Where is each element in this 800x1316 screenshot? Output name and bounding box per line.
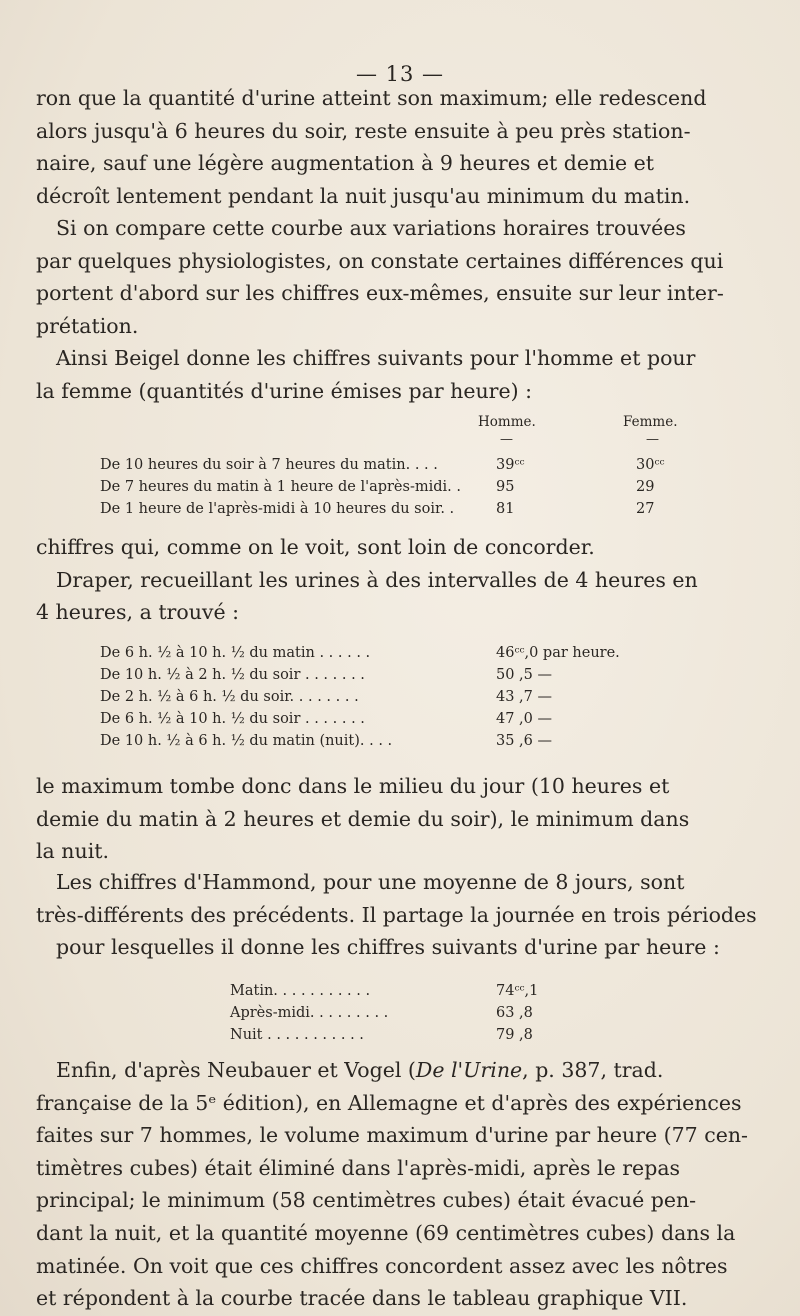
text-line: principal; le minimum (58 centimètres cubes) était évacué pen- xyxy=(36,1188,697,1213)
value-woman: 29 xyxy=(636,479,655,495)
row-label: De 6 h. ½ à 10 h. ½ du soir . . . . . . . xyxy=(100,711,365,727)
table-row xyxy=(100,686,740,708)
table-2 xyxy=(100,642,740,752)
text-line: Ainsi Beigel donne les chiffres suivants pour l'homme et pour xyxy=(56,346,696,370)
row-label: De 1 heure de l'après-midi à 10 heures du soir. . xyxy=(100,501,455,517)
text-line: pour lesquelles il donne les chiffres suivants d'urine par heure : xyxy=(56,935,720,960)
table-1-dash-man: — xyxy=(500,432,513,447)
text-run: Enfin, d'après Neubauer et Vogel ( xyxy=(56,1058,416,1082)
value-man: 95 xyxy=(496,479,515,495)
text-line xyxy=(36,1054,766,1087)
text-line: demie du matin à 2 heures et demie du soir), le minimum dans xyxy=(36,806,690,831)
row-value: 43 ,7 — xyxy=(496,689,553,705)
row-value: 46ᶜᶜ,0 par heure. xyxy=(496,645,620,661)
text-line: par quelques physiologistes, on constate certaines différences qui xyxy=(36,248,724,273)
text-line: la nuit. xyxy=(36,839,110,864)
row-label: De 10 h. ½ à 6 h. ½ du matin (nuit). . . . xyxy=(100,733,393,749)
table-1-header-woman: Femme. xyxy=(623,414,678,430)
book-title: De l'Urine xyxy=(415,1058,523,1082)
text-line: française de la 5ᵉ édition), en Allemagne et d'après des expériences xyxy=(36,1090,742,1115)
row-value: 79 ,8 xyxy=(496,1027,533,1043)
text-run: , p. 387, trad. xyxy=(522,1058,664,1082)
row-label: De 6 h. ½ à 10 h. ½ du matin . . . . . . xyxy=(100,645,371,661)
table-1-dash-woman: — xyxy=(646,432,659,447)
text-line: la femme (quantités d'urine émises par heure) : xyxy=(36,378,533,403)
text-line: alors jusqu'à 6 heures du soir, reste ensuite à peu près station- xyxy=(36,118,691,143)
paragraph-6 xyxy=(36,866,766,964)
paragraph-2 xyxy=(36,212,766,342)
value-woman: 27 xyxy=(636,501,655,517)
row-value: 47 ,0 — xyxy=(496,711,553,727)
table-row xyxy=(100,454,720,476)
paragraph-1 xyxy=(36,82,766,212)
row-value: 74ᶜᶜ,1 xyxy=(496,983,539,999)
text-line: portent d'abord sur les chiffres eux-mêmes, ensuite sur leur inter- xyxy=(36,281,724,306)
text-line: le maximum tombe donc dans le milieu du jour (10 heures et xyxy=(36,774,670,798)
row-value: 35 ,6 — xyxy=(496,733,553,749)
table-1-header-man: Homme. xyxy=(478,414,536,430)
table-row xyxy=(230,1002,630,1024)
text-line: dant la nuit, et la quantité moyenne (69 centimètres cubes) dans la xyxy=(36,1220,736,1245)
row-label: De 10 heures du soir à 7 heures du matin. . . . xyxy=(100,457,438,473)
table-row xyxy=(100,498,720,520)
row-label: De 7 heures du matin à 1 heure de l'après-midi. . xyxy=(100,479,461,495)
table-3 xyxy=(230,980,630,1046)
text-line: matinée. On voit que ces chiffres concordent assez avec les nôtres xyxy=(36,1253,728,1278)
value-woman: 30ᶜᶜ xyxy=(636,457,665,473)
table-row xyxy=(230,1024,630,1046)
row-label: Après-midi. . . . . . . . . xyxy=(230,1005,389,1021)
row-label: De 10 h. ½ à 2 h. ½ du soir . . . . . . . xyxy=(100,667,365,683)
table-row xyxy=(100,664,740,686)
row-value: 63 ,8 xyxy=(496,1005,533,1021)
table-row xyxy=(100,476,720,498)
paragraph-5 xyxy=(36,770,766,868)
paragraph-4 xyxy=(36,531,766,629)
table-row xyxy=(100,642,740,664)
table-row xyxy=(230,980,630,1002)
text-line: chiffres qui, comme on le voit, sont loin de concorder. xyxy=(36,535,595,559)
text-line: prétation. xyxy=(36,313,139,338)
text-line: faites sur 7 hommes, le volume maximum d'urine par heure (77 cen- xyxy=(36,1123,748,1148)
row-label: Nuit . . . . . . . . . . . xyxy=(230,1027,364,1043)
text-line: Draper, recueillant les urines à des intervalles de 4 heures en xyxy=(56,567,698,592)
row-label: De 2 h. ½ à 6 h. ½ du soir. . . . . . . . xyxy=(100,689,359,705)
text-line: 4 heures, a trouvé : xyxy=(36,600,240,625)
text-line: ron que la quantité d'urine atteint son maximum; elle redescend xyxy=(36,86,707,110)
paragraph-7 xyxy=(36,1054,766,1315)
row-label: Matin. . . . . . . . . . . xyxy=(230,983,371,999)
table-1 xyxy=(100,454,720,520)
text-line: naire, sauf une légère augmentation à 9 heures et demie et xyxy=(36,151,655,176)
text-line: et répondent à la courbe tracée dans le tableau graphique VII. xyxy=(36,1286,688,1311)
row-value: 50 ,5 — xyxy=(496,667,553,683)
text-line: Si on compare cette courbe aux variations horaires trouvées xyxy=(56,216,686,240)
table-row xyxy=(100,730,740,752)
text-line: très-différents des précédents. Il partage la journée en trois périodes xyxy=(36,902,757,927)
page-number: — 13 — xyxy=(355,62,445,86)
table-row xyxy=(100,708,740,730)
paragraph-3 xyxy=(36,342,766,407)
text-line: timètres cubes) était éliminé dans l'après-midi, après le repas xyxy=(36,1155,681,1180)
value-man: 39ᶜᶜ xyxy=(496,457,525,473)
value-man: 81 xyxy=(496,501,515,517)
text-line: décroît lentement pendant la nuit jusqu'au minimum du matin. xyxy=(36,183,691,208)
text-line: Les chiffres d'Hammond, pour une moyenne de 8 jours, sont xyxy=(56,870,685,894)
